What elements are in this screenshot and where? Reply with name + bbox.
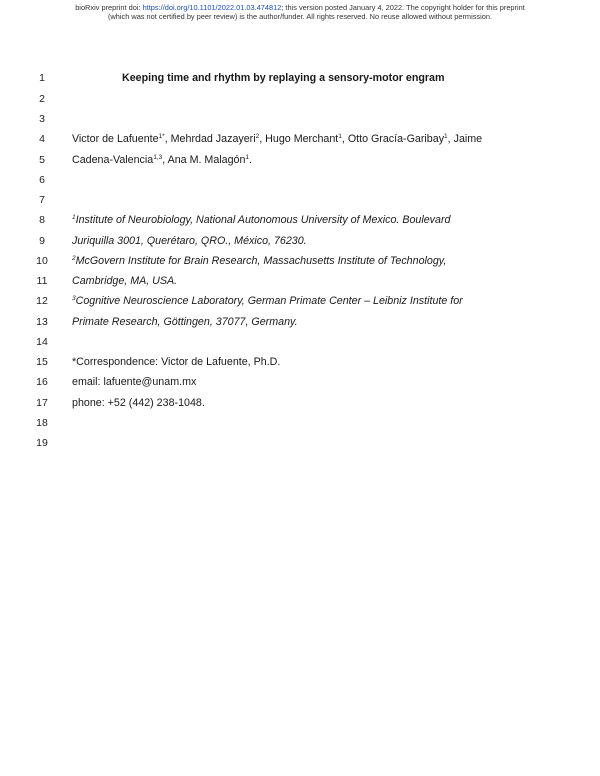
affiliation-3-line-2: Primate Research, Göttingen, 37077, Germany. (72, 316, 298, 328)
line-number: 10 (36, 255, 48, 267)
line-number: 14 (36, 336, 48, 348)
header-line-1: bioRxiv preprint doi: https://doi.org/10.1101/2022.01.03.474812; this version posted January 4, 2022. The copyright holder for this preprint (75, 3, 525, 12)
line-number: 15 (36, 356, 48, 368)
doi-link[interactable]: https://doi.org/10.1101/2022.01.03.474812 (142, 3, 282, 12)
line-number: 19 (36, 437, 48, 449)
affiliation-3-line-1: $^3$Cognitive Neuroscience Laboratory, German Primate Center – Leibniz Institute for (72, 295, 463, 307)
line-number: 6 (39, 174, 45, 186)
line-number: 7 (39, 194, 45, 206)
line-number: 5 (39, 154, 45, 166)
paper-title: Keeping time and rhythm by replaying a sensory-motor engram (122, 72, 445, 84)
line-number: 9 (39, 235, 45, 247)
line-number: 12 (36, 295, 48, 307)
correspondence-line: *Correspondence: Victor de Lafuente, Ph.D. (72, 356, 281, 368)
header-line-2: (which was not certified by peer review) is the author/funder. All rights reserved. No reuse allowed without permission. (107, 12, 493, 21)
line-number: 3 (39, 113, 45, 125)
line-number: 13 (36, 316, 48, 328)
line-number: 8 (39, 214, 45, 226)
affiliation-1-line-1: $^1$Institute of Neurobiology, National Autonomous University of Mexico. Boulevard (72, 214, 451, 226)
line-number: 1 (39, 72, 45, 84)
correspondence-phone: phone: +52 (442) 238-1048. (72, 397, 205, 409)
author-line-2: Cadena-Valencia$^{1,3}$, Ana M. Malagón$^1$. (72, 154, 253, 166)
affiliation-2-line-1: $^2$McGovern Institute for Brain Research, Massachusetts Institute of Technology, (72, 255, 447, 267)
preprint-header (40, 3, 560, 21)
author-line-1: Victor de Lafuente$^{1*}$, Mehrdad Jazayeri$^2$, Hugo Merchant$^1$, Otto Gracía-Garibay$^1$, Jaime (72, 133, 483, 145)
line-number: 16 (36, 376, 48, 388)
line-number: 18 (36, 417, 48, 429)
line-number: 17 (36, 397, 48, 409)
affiliation-1-line-2: Juriquilla 3001, Querétaro, QRO., México, 76230. (72, 235, 307, 247)
correspondence-email[interactable]: email: lafuente@unam.mx (72, 376, 197, 388)
line-number: 2 (39, 93, 45, 105)
line-number: 4 (39, 133, 45, 145)
affiliation-2-line-2: Cambridge, MA, USA. (72, 275, 178, 287)
line-number: 11 (36, 275, 48, 287)
